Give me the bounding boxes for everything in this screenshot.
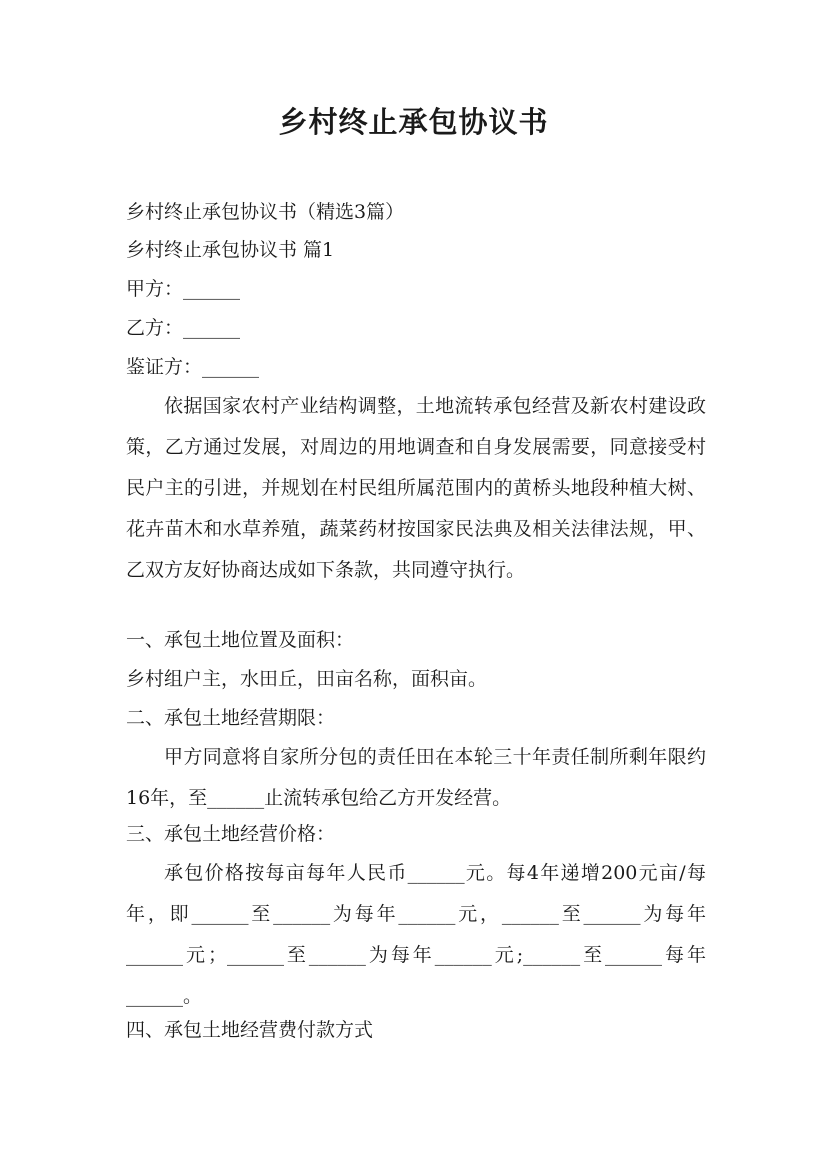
section-1-text: 乡村组户主，水田丘，田亩名称，面积亩。 bbox=[126, 668, 488, 690]
document-title: 乡村终止承包协议书 bbox=[278, 105, 549, 139]
section-3-heading: 三、承包土地经营价格： bbox=[126, 823, 336, 845]
intro-paragraph: 依据国家农村产业结构调整，土地流转承包经营及新农村建设政策，乙方通过发展，对周边的用地调查和自身发展需要，同意接受村民户主的引进，并规划在村民组所属范围内的黄桥头地段种植大树、花卉苗木和水草养殖，蔬菜药材按国家民法典及相关法律法规，甲、乙双方友好协商达成如下条款，共同遵守执行。 bbox=[126, 395, 706, 581]
witness-line: 鉴证方：______ bbox=[126, 356, 260, 378]
section-2-heading: 二、承包土地经营期限： bbox=[126, 707, 336, 729]
section-4-heading: 四、承包土地经营费付款方式 bbox=[126, 1019, 374, 1041]
party-a-line: 甲方：______ bbox=[126, 278, 241, 300]
section-3-paragraph: 承包价格按每亩每年人民币______元。每4年递增200元亩/每年，即______至______为每年______元，______至______为每年______元；______至______为每年______元;______至______每年______。 bbox=[126, 862, 706, 1007]
section-2-paragraph: 甲方同意将自家所分包的责任田在本轮三十年责任制所剩年限约16年，至______止流转承包给乙方开发经营。 bbox=[126, 746, 706, 809]
subtitle-part-1: 乡村终止承包协议书 篇1 bbox=[126, 239, 335, 261]
party-b-line: 乙方：______ bbox=[126, 317, 241, 339]
subtitle-selected: 乡村终止承包协议书（精选3篇） bbox=[126, 201, 405, 223]
section-1-heading: 一、承包土地位置及面积： bbox=[126, 629, 355, 651]
